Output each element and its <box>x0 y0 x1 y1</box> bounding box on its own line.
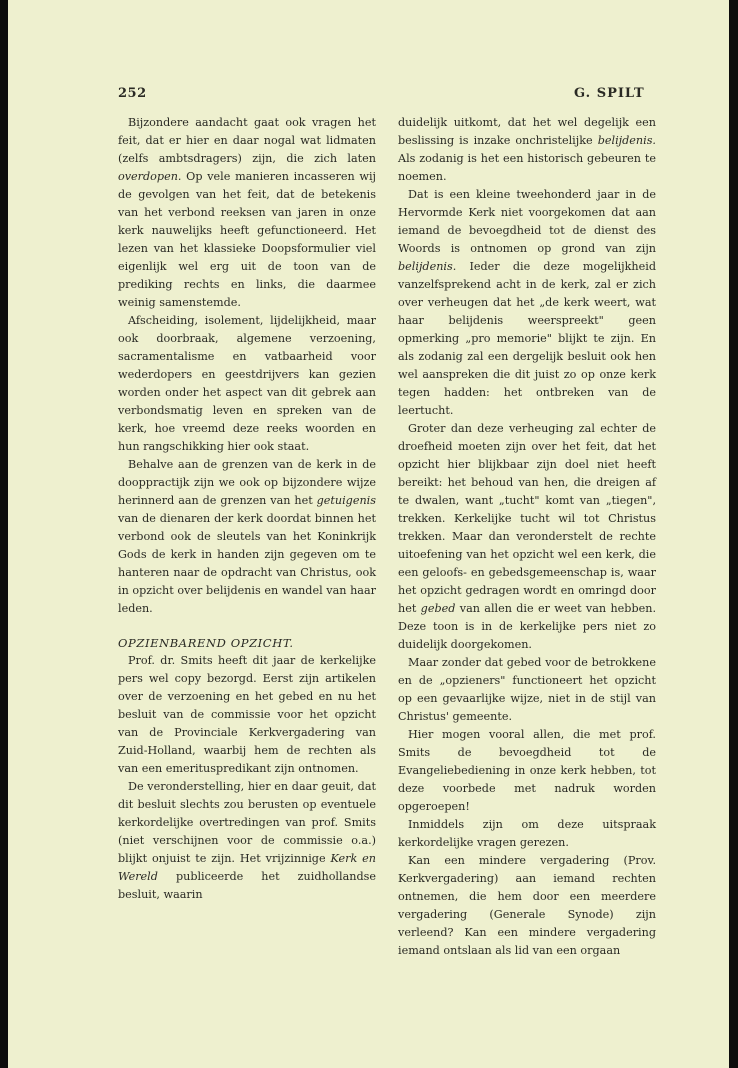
paragraph: duidelijk uitkomt, dat het wel degelijk een beslissing is inzake onchristelijke belijdenis. Als zodanig is het een historisch gebeuren te noemen. <box>398 116 656 183</box>
paragraph: Inmiddels zijn om deze uitspraak kerkordelijke vragen gerezen. <box>398 818 656 849</box>
right-column <box>398 114 656 960</box>
paragraph: Groter dan deze verheuging zal echter de droefheid moeten zijn over het feit, dat het opzicht hier blijkbaar zijn doel niet heeft bereikt: het behoud van hen, die dreigen af te dwalen, want „tucht" komt van „tiegen", trekken. Kerkelijke tucht wil tot Christus trekken. Maar dan veronderstelt de rechte uitoefening van het opzicht wel een kerk, die een geloofs- en gebedsgemeenschap is, waar het opzicht gedragen wordt en omringd door het gebed van allen die er weet van hebben. Deze toon is in de kerkelijke pers niet zo duidelijk doorgekomen. <box>398 422 656 651</box>
paragraph: Prof. dr. Smits heeft dit jaar de kerkelijke pers wel copy bezorgd. Eerst zijn artikelen over de verzoening en het gebed en nu het besluit van de commissie voor het opzicht van de Provinciale Kerkvergadering van Zuid-Holland, waarbij hem de rechten als van een emerituspredikant zijn ontnomen. <box>118 654 376 775</box>
section-heading: OPZIENBAREND OPZICHT. <box>118 636 294 650</box>
scan-border-left <box>0 0 8 1068</box>
paragraph: Maar zonder dat gebed voor de betrokkene en de „opzieners" functioneert het opzicht op een gevaarlijke wijze, niet in de stijl van Christus' gemeente. <box>398 656 656 723</box>
paragraph: Afscheiding, isolement, lijdelijkheid, maar ook doorbraak, algemene verzoening, sacramentalisme en vatbaarheid voor wederdopers en geestdrijvers kan gezien worden onder het aspect van dit gebrek aan verbondsmatig leven en spreken van de kerk, hoe vreemd deze reeks woorden en hun rangschikking hier ook staat. <box>118 314 376 453</box>
left-column <box>118 114 376 904</box>
scan-border-right <box>729 0 738 1068</box>
paragraph: Hier mogen vooral allen, die met prof. Smits de bevoegdheid tot de Evangeliebediening in onze kerk hebben, tot deze voorbede met nadruk worden opgeroepen! <box>398 728 656 813</box>
paragraph: Kan een mindere vergadering (Prov. Kerkvergadering) aan iemand rechten ontnemen, die hem door een meerdere vergadering (Generale Synode) zijn verleend? Kan een mindere vergadering iemand ontslaan als lid van een orgaan <box>398 854 656 957</box>
paragraph: Behalve aan de grenzen van de kerk in de dooppractijk zijn we ook op bijzondere wijze herinnerd aan de grenzen van het getuigenis van de dienaren der kerk doordat binnen het verbond ook de sleutels van het Koninkrijk Gods de kerk in handen zijn gegeven om te hanteren naar de opdracht van Christus, ook in opzicht over belijdenis en wandel van haar leden. <box>118 458 376 615</box>
paragraph: Bijzondere aandacht gaat ook vragen het feit, dat er hier en daar nogal wat lidmaten (zelfs ambtsdragers) zijn, die zich laten overdopen. Op vele manieren incasseren wij de gevolgen van het feit, dat de betekenis van het verbond reeksen van jaren in onze kerk nauwelijks heeft gefunctioneerd. Het lezen van het klassieke Doopsformulier viel eigenlijk wel erg uit de toon van de prediking rechts en links, die daarmee weinig samenstemde. <box>118 116 376 309</box>
page-number: 252 <box>118 86 147 101</box>
paragraph: Dat is een kleine tweehonderd jaar in de Hervormde Kerk niet voorgekomen dat aan iemand de bevoegdheid tot de dienst des Woords is ontnomen op grond van zijn belijdenis. Ieder die deze mogelijkheid vanzelfsprekend acht in de kerk, zal er zich over verheugen dat het „de kerk weert, wat haar belijdenis weerspreekt" geen opmerking „pro memorie" blijkt te zijn. En als zodanig zal een dergelijk besluit ook hen wel aanspreken die dit juist zo op onze kerk tegen hadden: het ontbreken van de leertucht. <box>398 188 656 417</box>
running-head: G. SPILT <box>574 86 645 101</box>
paragraph: De veronderstelling, hier en daar geuit, dat dit besluit slechts zou berusten op eventuele kerkordelijke overtredingen van prof. Smits (niet verschijnen voor de commissie o.a.) blijkt onjuist te zijn. Het vrijzinnige Kerk en Wereld publiceerde het zuidhollandse besluit, waarin <box>118 780 377 901</box>
